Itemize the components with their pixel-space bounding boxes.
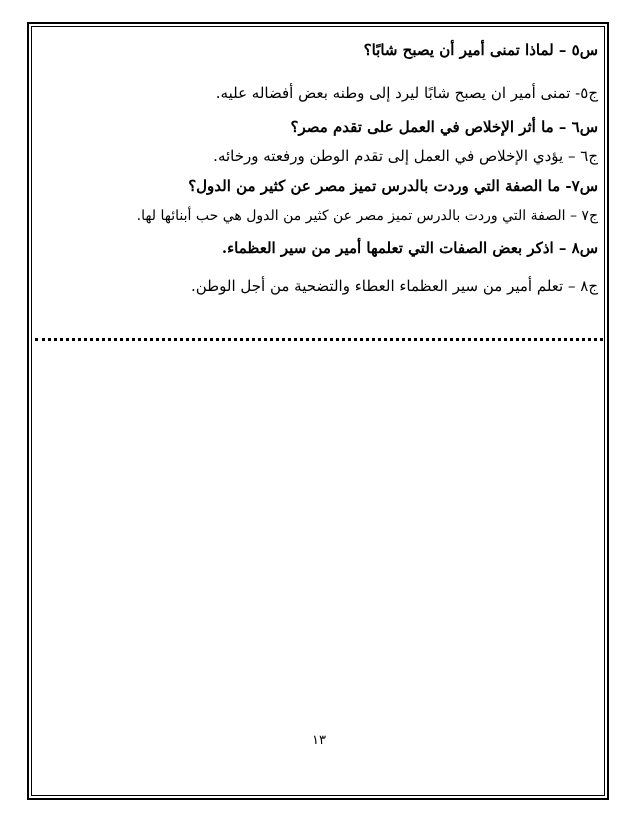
answer-6: ج٦ – يؤدي الإخلاص في العمل إلى تقدم الوطن ورفعته ورخائه. bbox=[213, 147, 598, 165]
question-6: س٦ – ما أثر الإخلاص في العمل على تقدم مصر؟ bbox=[290, 118, 598, 136]
question-7: س٧- ما الصفة التي وردت بالدرس تميز مصر عن كثير من الدول؟ bbox=[188, 177, 598, 195]
page-number: ١٣ bbox=[312, 733, 326, 748]
page-border-inner bbox=[31, 26, 605, 796]
question-8: س٨ – اذكر بعض الصفات التي تعلمها أمير من سير العظماء. bbox=[221, 239, 598, 257]
answer-5: ج٥- تمنى أمير ان يصبح شابًا ليرد إلى وطنه بعض أفضاله عليه. bbox=[215, 84, 598, 102]
question-5: س٥ – لماذا تمنى أمير أن يصبح شابًا؟ bbox=[363, 41, 598, 59]
dotted-divider bbox=[35, 338, 603, 341]
answer-8: ج٨ – تعلم أمير من سير العظماء العطاء والتضحية من أجل الوطن. bbox=[191, 277, 598, 295]
answer-7: ج٧ – الصفة التي وردت بالدرس تميز مصر عن كثير من الدول هي حب أبنائها لها. bbox=[136, 208, 598, 224]
